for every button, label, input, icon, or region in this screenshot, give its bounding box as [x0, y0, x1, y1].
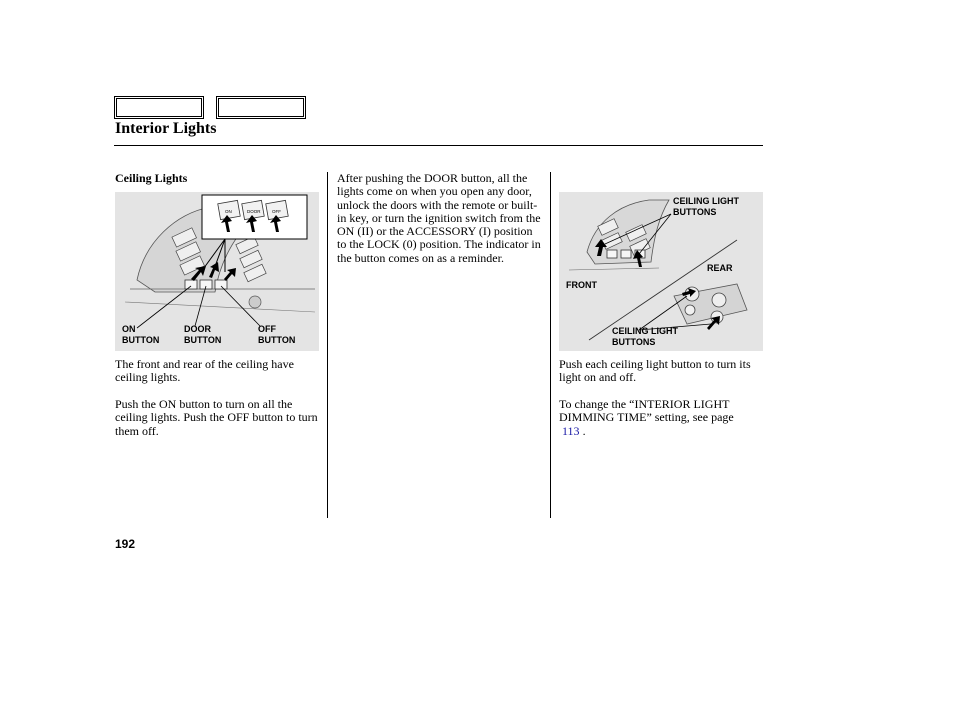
ceiling-light-buttons-bottom-label: CEILING LIGHT BUTTONS [612, 326, 678, 347]
page-113-link[interactable]: 113 [562, 423, 580, 438]
switch-label-door: DOOR [247, 209, 261, 214]
nav-tab-2[interactable] [216, 96, 306, 119]
off-button-label: OFF BUTTON [258, 324, 296, 345]
switch-label-off: OFF [272, 209, 281, 214]
paragraph-front-rear: The front and rear of the ceiling have ceiling lights. [115, 357, 294, 385]
paragraph-door-button: After pushing the DOOR button, all the lights come on when you open any door, unlock the doors with the remote or built-in key, or turn the ignition switch from the ON (II) or the ACCESSORY (I) position to the LOCK (0) position. The indicator in the button comes on as a reminder. [337, 171, 541, 265]
dimming-text-suffix: . [579, 423, 586, 438]
column-divider-2 [550, 172, 551, 518]
switch-label-on: ON [225, 209, 232, 214]
dimming-text: To change the “INTERIOR LIGHT DIMMING TIME” setting, see page [559, 397, 734, 425]
page-title: Interior Lights [115, 120, 217, 137]
rear-label: REAR [707, 263, 733, 273]
nav-tab-1[interactable] [114, 96, 204, 119]
ceiling-light-buttons-top-label: CEILING LIGHT BUTTONS [673, 196, 739, 217]
paragraph-push-each: Push each ceiling light button to turn its light on and off. [559, 357, 751, 385]
page-number: 192 [115, 537, 136, 551]
section-heading: Ceiling Lights [115, 171, 188, 185]
on-button-label: ON BUTTON [122, 324, 160, 345]
ceiling-light-buttons-figure [559, 192, 763, 351]
column-divider-1 [327, 172, 328, 518]
title-divider [114, 145, 763, 146]
front-label: FRONT [566, 280, 597, 290]
ceiling-light-switch-figure [115, 192, 319, 351]
paragraph-on-off: Push the ON button to turn on all the ceiling lights. Push the OFF button to turn them off. [115, 397, 318, 438]
paragraph-dimming-time [559, 398, 769, 438]
door-button-label: DOOR BUTTON [184, 324, 222, 345]
